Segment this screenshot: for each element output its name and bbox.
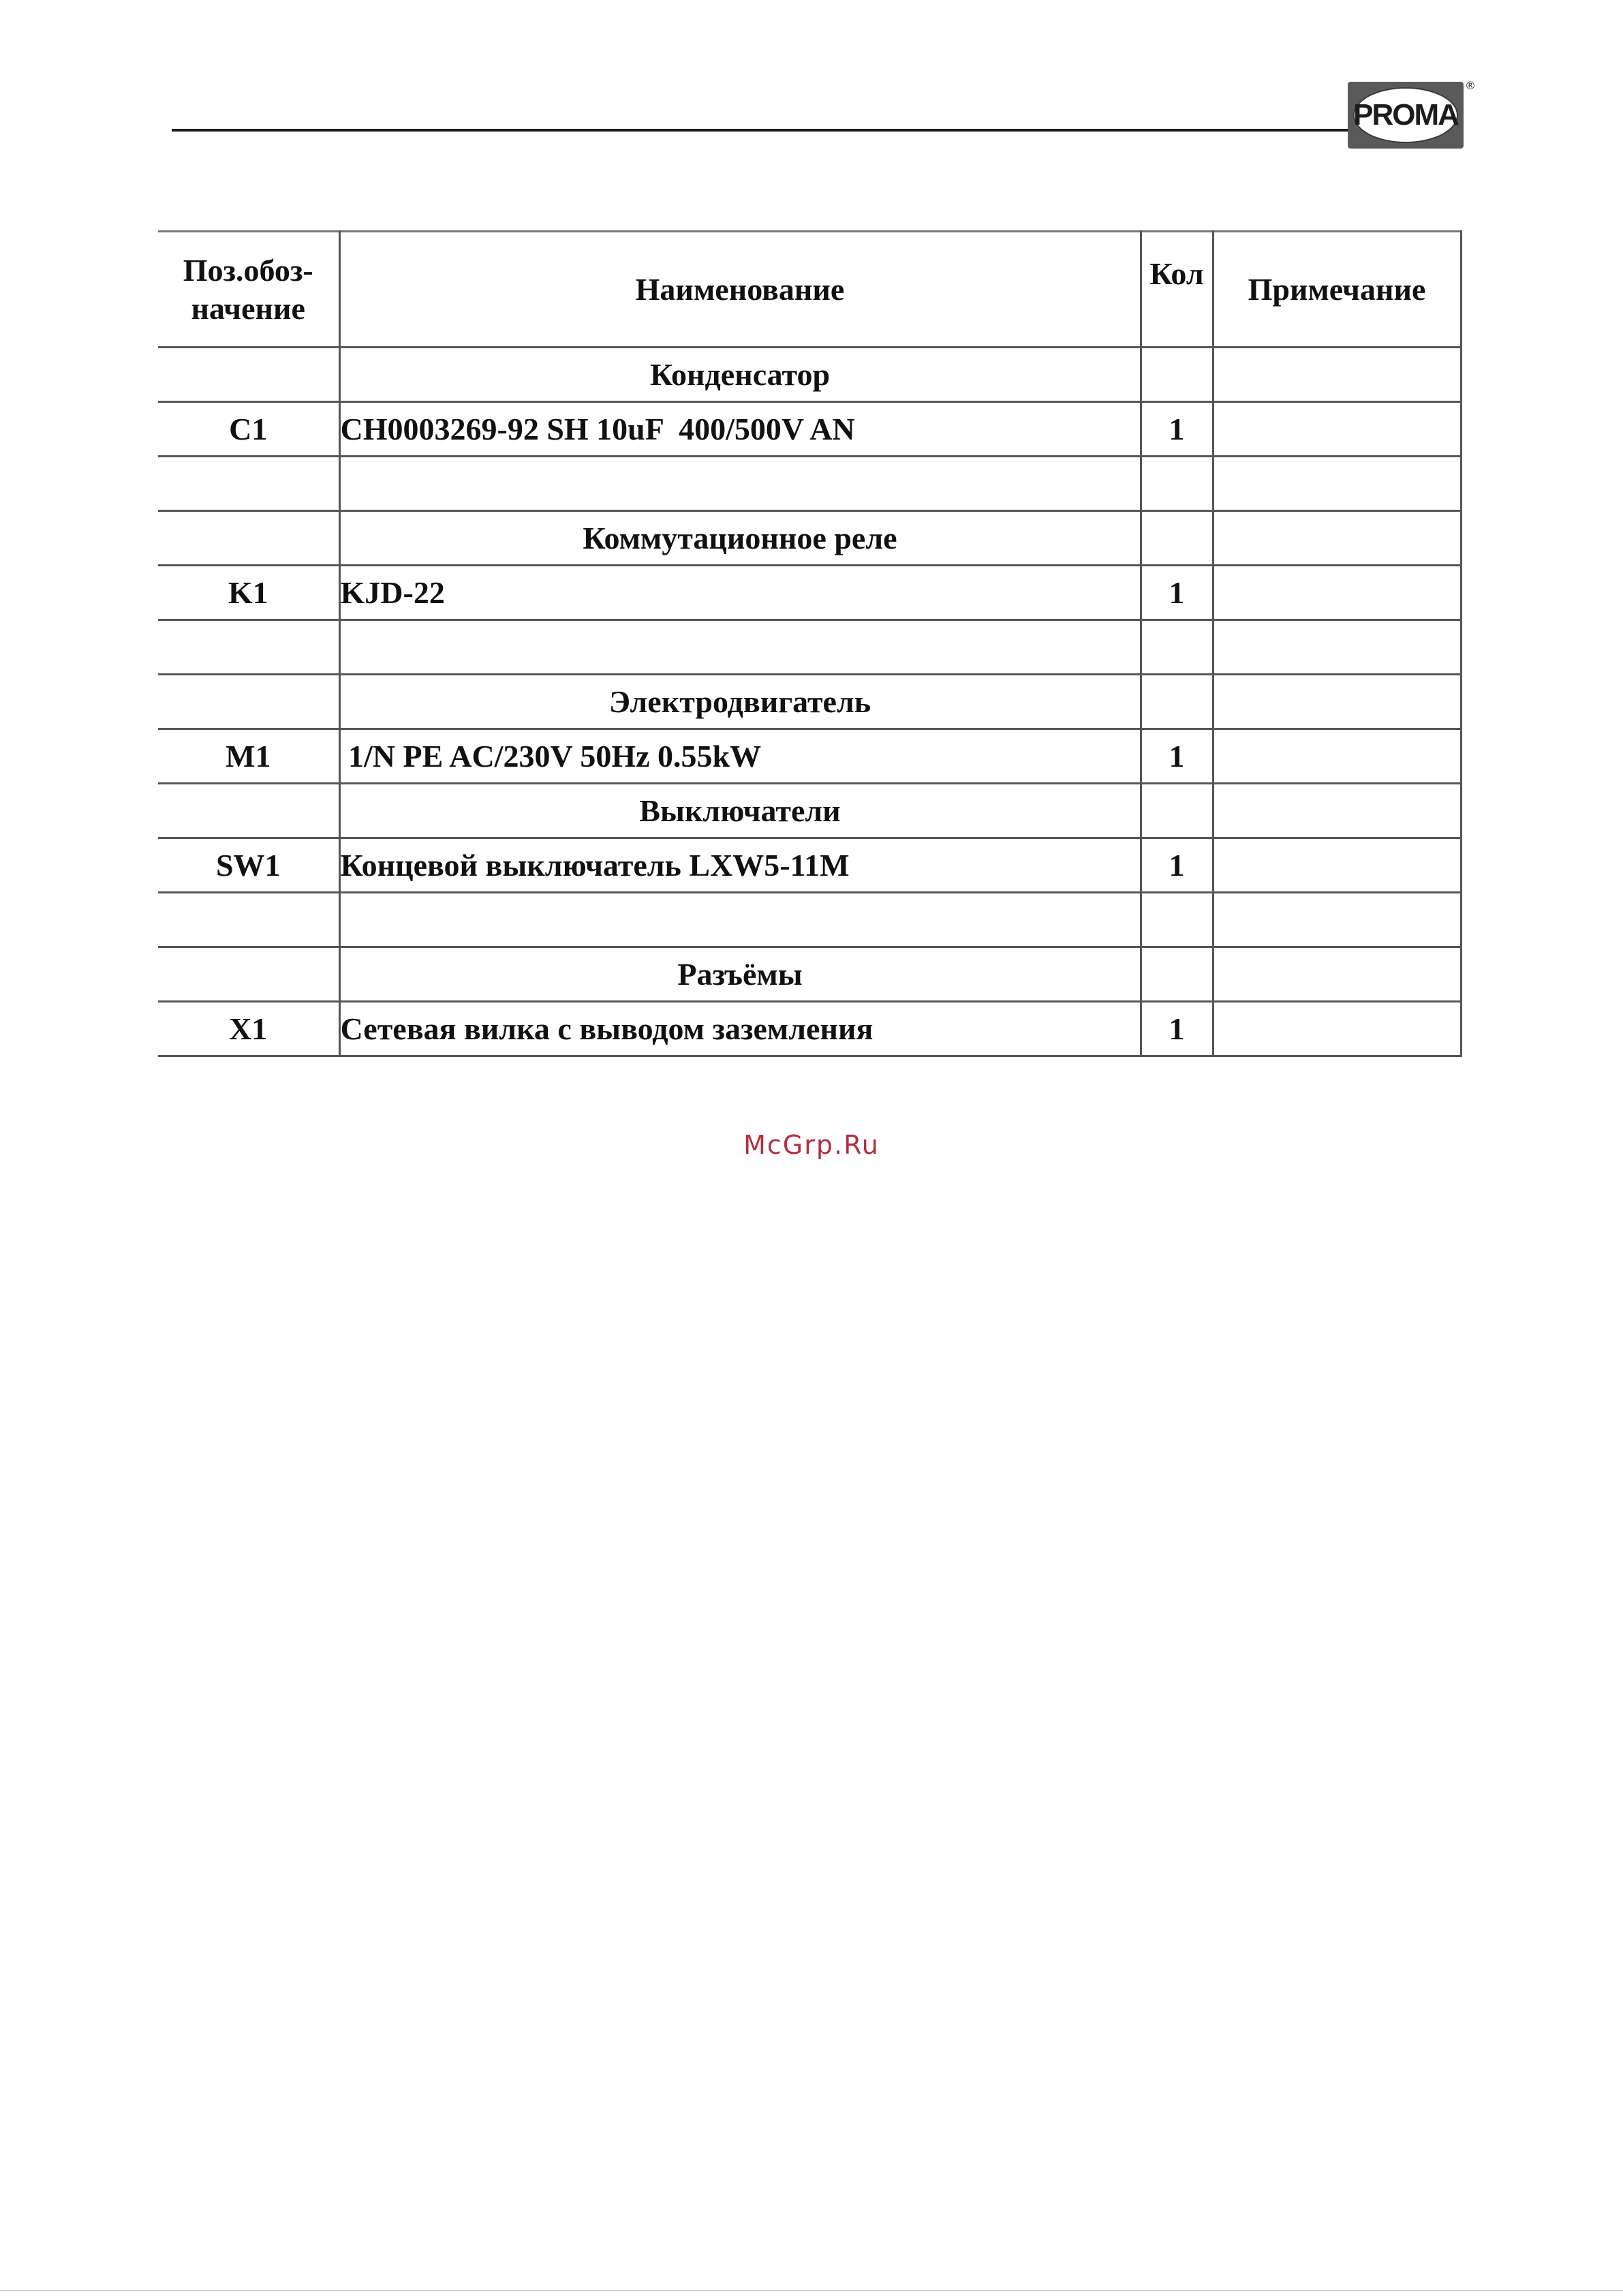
table-row [158,402,1461,457]
watermark: McGrp.Ru [743,1130,880,1160]
row-position [158,511,339,566]
row-position [158,784,339,838]
row-section-title: Электродвигатель [339,675,1141,729]
row-note [1213,348,1461,402]
table-row [158,566,1461,620]
row-note [1213,729,1461,784]
row-quantity: 1 [1141,1002,1213,1056]
row-section-title: Разъёмы [339,947,1141,1002]
row-quantity [1141,675,1213,729]
row-quantity [1141,947,1213,1002]
row-quantity [1141,348,1213,402]
row-note [1213,566,1461,620]
page-bottom-edge [0,2290,1623,2291]
row-position: X1 [158,1002,339,1056]
row-name [339,457,1141,511]
table-row [158,620,1461,675]
header-position-line1: Поз.обоз- [183,252,313,288]
row-quantity [1141,457,1213,511]
table-row [158,457,1461,511]
table-header-row [158,232,1461,348]
header-position-line2: начение [191,290,305,326]
table-row [158,893,1461,947]
row-position: K1 [158,566,339,620]
row-position: SW1 [158,838,339,893]
row-position: M1 [158,729,339,784]
brand-logo-text: PROMA [1353,98,1458,132]
row-name: CH0003269-92 SH 10uF 400/500V AN [339,402,1141,457]
row-name: 1/N PE AC/230V 50Hz 0.55kW [339,729,1141,784]
row-section-title: Выключатели [339,784,1141,838]
row-position [158,893,339,947]
table-row [158,838,1461,893]
row-note [1213,838,1461,893]
row-position: C1 [158,402,339,457]
row-note [1213,947,1461,1002]
header-rule [172,129,1352,132]
table-row [158,784,1461,838]
header-quantity: Кол [1141,232,1213,348]
table-row [158,675,1461,729]
row-name: Концевой выключатель LXW5-11M [339,838,1141,893]
row-note [1213,457,1461,511]
row-note [1213,1002,1461,1056]
row-name: KJD-22 [339,566,1141,620]
row-note [1213,511,1461,566]
registered-mark: ® [1465,79,1476,92]
row-position [158,348,339,402]
row-quantity: 1 [1141,838,1213,893]
row-position [158,620,339,675]
row-section-title: Конденсатор [339,348,1141,402]
row-quantity [1141,784,1213,838]
components-table [158,230,1462,1057]
row-position [158,947,339,1002]
table-row [158,1002,1461,1056]
row-quantity [1141,620,1213,675]
header-name: Наименование [339,232,1141,348]
row-name [339,893,1141,947]
row-note [1213,784,1461,838]
row-note [1213,402,1461,457]
row-quantity: 1 [1141,729,1213,784]
row-position [158,457,339,511]
row-quantity [1141,893,1213,947]
brand-logo-oval [1353,87,1458,143]
row-name [339,620,1141,675]
row-section-title: Коммутационное реле [339,511,1141,566]
row-name: Сетевая вилка с выводом заземления [339,1002,1141,1056]
header-position [158,232,339,348]
table-row [158,348,1461,402]
row-quantity: 1 [1141,402,1213,457]
table-row [158,947,1461,1002]
row-note [1213,620,1461,675]
row-quantity [1141,511,1213,566]
row-note [1213,893,1461,947]
row-quantity: 1 [1141,566,1213,620]
table-row [158,729,1461,784]
row-position [158,675,339,729]
header-note: Примечание [1213,232,1461,348]
table-row [158,511,1461,566]
row-note [1213,675,1461,729]
